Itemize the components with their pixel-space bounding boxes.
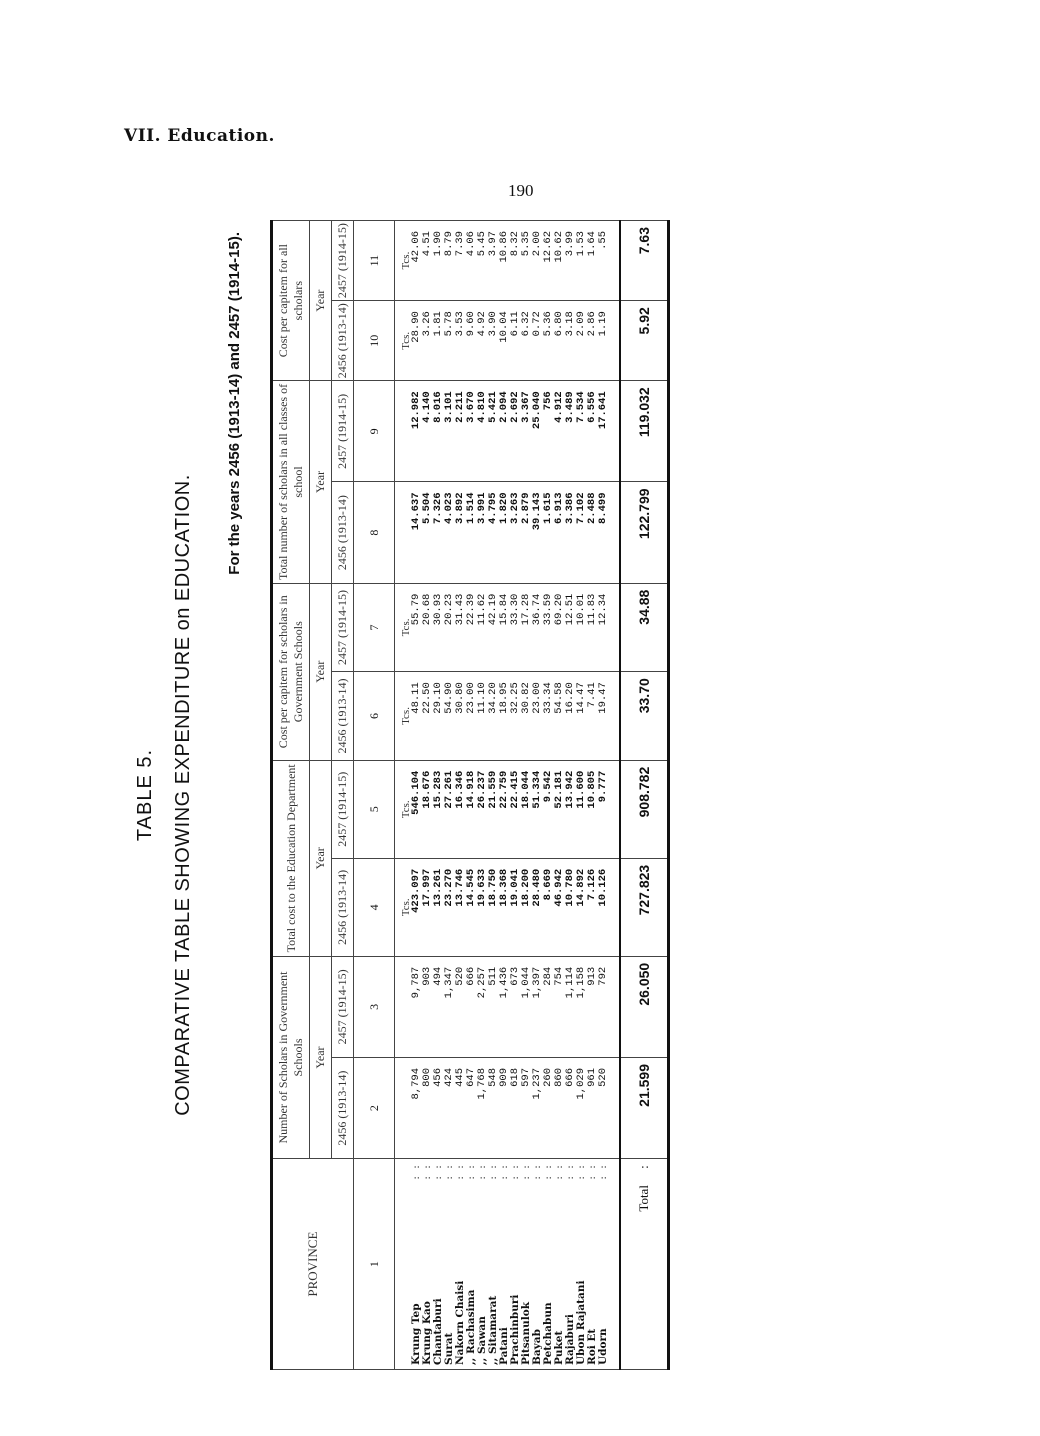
cell-value: 14.918 <box>465 770 477 809</box>
cell-value: 54.58 <box>553 682 565 714</box>
leader-dots: : : <box>509 1163 521 1180</box>
total-value: 26.050 <box>620 956 669 1057</box>
total-value: 33.70 <box>620 672 669 761</box>
cell-value: 754 <box>553 966 565 986</box>
cell-value: 13.942 <box>564 770 576 809</box>
province-label: Udorn <box>597 1328 609 1365</box>
cell-value: 1.514 <box>465 492 477 524</box>
cell-value: 42.19 <box>487 593 499 626</box>
cell-value: 8.499 <box>597 492 609 524</box>
province-label: Petchabun <box>542 1302 554 1365</box>
total-value: 5.92 <box>620 301 669 381</box>
cell-value: 1,397 <box>531 966 543 999</box>
cell-value: 909 <box>498 1068 510 1087</box>
cell-value: 27.261 <box>443 770 455 809</box>
province-label: Ubon Rajatani <box>575 1280 587 1365</box>
group-header-scholars-all: Total number of scholars in all classes of school <box>272 381 310 583</box>
province-name <box>598 1163 609 1365</box>
cell-value: 19.041 <box>509 868 521 907</box>
cell-value: 546.104 <box>410 770 422 815</box>
year-label: Year <box>310 956 332 1158</box>
cell-value: 6.913 <box>553 492 565 524</box>
cell-value: 3.991 <box>476 492 488 524</box>
cell-value: 4.51 <box>421 231 433 257</box>
cell-value: 10.01 <box>575 593 587 626</box>
cell-value: 1,237 <box>531 1068 543 1100</box>
cell-value: 33.30 <box>509 593 521 626</box>
cell-value: 7.534 <box>575 391 587 423</box>
cell-value: 424 <box>443 1068 455 1087</box>
cell-value: 10.62 <box>553 231 565 263</box>
leader-dots: : : <box>498 1163 510 1180</box>
cell-value: 48.11 <box>410 682 422 714</box>
cell-value: 28.90 <box>410 311 422 343</box>
leader-dots: : : <box>410 1163 422 1180</box>
leader-dots: : : <box>465 1163 477 1180</box>
column-number: 8 <box>354 482 395 583</box>
cell-value: 3.263 <box>509 492 521 524</box>
cell-value: 51.334 <box>531 770 543 809</box>
cell-value: 28.480 <box>531 868 543 907</box>
cell-value: 1,114 <box>564 966 576 999</box>
cell-value: 1,768 <box>476 1068 488 1100</box>
cell-value: 39.143 <box>531 492 543 531</box>
cell-value: 30.80 <box>454 682 466 714</box>
cell-value: 13.746 <box>454 868 466 907</box>
cell-value: 1.90 <box>432 231 444 257</box>
cell-value: 5.421 <box>487 391 499 423</box>
leader-dots: : : <box>487 1163 499 1180</box>
year-label: Year <box>310 381 332 583</box>
cell-value: 11.62 <box>476 593 488 626</box>
column-number: 9 <box>354 381 395 482</box>
province-header: PROVINCE <box>272 1159 354 1370</box>
cell-value: 4.92 <box>476 311 488 337</box>
cell-value: 14.892 <box>575 868 587 907</box>
column-scholars-gov-2457 <box>395 956 621 1057</box>
leader-dots: : : <box>542 1163 554 1180</box>
cell-value: 52.181 <box>553 770 565 809</box>
cell-value: 1.53 <box>575 231 587 257</box>
cell-value: 15.84 <box>498 593 510 626</box>
province-label: Krung Kao <box>421 1301 433 1365</box>
column-scholars-gov-2456 <box>395 1058 621 1159</box>
column-number: 4 <box>354 858 395 956</box>
cell-value: 5.504 <box>421 492 433 524</box>
province-label: Rajaburi <box>564 1314 576 1365</box>
leader-dots: : : <box>564 1163 576 1180</box>
cell-value: 3.670 <box>465 391 477 423</box>
cell-value: 647 <box>465 1068 477 1087</box>
column-number: 3 <box>354 956 395 1057</box>
column-cost-capitem-all-2456 <box>395 301 621 381</box>
cell-value: 2.86 <box>586 311 598 337</box>
cell-value: 10.126 <box>597 868 609 907</box>
cell-value: 36.74 <box>531 593 543 626</box>
units-label: Tcs. <box>400 800 412 819</box>
group-header-cost-capitem-all: Cost per capitem for all scholars <box>272 221 310 381</box>
leader-dots: : : <box>553 1163 565 1180</box>
cell-value: 3.26 <box>421 311 433 337</box>
page-number: 190 <box>508 181 534 200</box>
rotated-table-block <box>120 220 880 1370</box>
cell-value: 9,787 <box>410 966 422 999</box>
cell-value: 46.942 <box>553 868 565 907</box>
cell-value: 961 <box>586 1068 598 1087</box>
group-header-cost-capitem-gov: Cost per capitem for scholars in Government Schools <box>272 583 310 760</box>
cell-value: 792 <box>597 966 609 986</box>
cell-value: 22.39 <box>465 593 477 626</box>
cell-value: 13.261 <box>432 868 444 907</box>
cell-value: 4.023 <box>443 492 455 524</box>
cell-value: 2.692 <box>509 391 521 423</box>
cell-value: 18.200 <box>520 868 532 907</box>
leader-dots: : : <box>476 1163 488 1180</box>
cell-value: 6.80 <box>553 311 565 337</box>
cell-value: 26.237 <box>476 770 488 809</box>
cell-value: 494 <box>432 966 444 986</box>
leader-dots: : : <box>443 1163 455 1180</box>
cell-value: 6.32 <box>520 311 532 337</box>
cell-value: 3.892 <box>454 492 466 524</box>
cell-value: 33.34 <box>542 682 554 714</box>
column-number: 11 <box>354 221 395 301</box>
cell-value: 17.28 <box>520 593 532 626</box>
cell-value: 1.81 <box>432 311 444 337</box>
cell-value: 756 <box>542 391 554 411</box>
cell-value: 18.750 <box>487 868 499 907</box>
column-cost-capitem-all-2457 <box>395 221 621 301</box>
cell-value: 4.140 <box>421 391 433 423</box>
cell-value: 32.25 <box>509 682 521 714</box>
province-column <box>395 1159 621 1370</box>
cell-value: 11.600 <box>575 770 587 809</box>
cell-value: 1.820 <box>498 492 510 524</box>
total-row <box>620 221 669 1370</box>
year-header-2456: 2456 (1913-14) <box>332 672 354 761</box>
cell-value: 0.72 <box>531 311 543 337</box>
cell-value: 10.86 <box>498 231 510 263</box>
cell-value: 445 <box>454 1068 466 1087</box>
cell-value: 20.23 <box>443 593 455 626</box>
units-label: Tcs. <box>400 331 412 350</box>
year-header-2457: 2457 (1914-15) <box>332 760 354 858</box>
year-header-2456: 2456 (1913-14) <box>332 301 354 381</box>
cell-value: 5.36 <box>542 311 554 337</box>
cell-value: 3.489 <box>564 391 576 423</box>
cell-value: 673 <box>509 966 521 986</box>
cell-value: 7.126 <box>586 868 598 901</box>
table-title: COMPARATIVE TABLE SHOWING EXPENDITURE on EDUCATION. <box>172 474 194 1116</box>
leader-dots: : : <box>520 1163 532 1180</box>
cell-value: 7.326 <box>432 492 444 524</box>
cell-value: 548 <box>487 1068 499 1087</box>
total-value: 34.88 <box>620 583 669 672</box>
units-label: Tcs. <box>400 251 412 270</box>
cell-value: 19.47 <box>597 682 609 714</box>
cell-value: 18.044 <box>520 770 532 809</box>
total-value: 122.799 <box>620 482 669 583</box>
cell-value: 30.82 <box>520 682 532 714</box>
cell-value: 20.68 <box>421 593 433 626</box>
province-label: Krung Tep <box>410 1303 422 1365</box>
cell-value: 3.386 <box>564 492 576 524</box>
cell-value: 1.615 <box>542 492 554 524</box>
cell-value: 12.34 <box>597 593 609 626</box>
cell-value: 69.20 <box>553 593 565 626</box>
leader-dots: : : <box>531 1163 543 1180</box>
cell-value: 34.20 <box>487 682 499 714</box>
province-label: Pitsanulok <box>520 1302 532 1365</box>
table-number: TABLE 5. <box>134 748 156 842</box>
cell-value: 22.415 <box>509 770 521 809</box>
province-label: ,, Rachasima <box>465 1289 477 1365</box>
cell-value: 16.20 <box>564 682 576 714</box>
cell-value: 8.79 <box>443 231 455 257</box>
units-label: Tcs. <box>400 898 412 917</box>
cell-value: 22.50 <box>421 682 433 714</box>
total-value: 908.782 <box>620 760 669 858</box>
cell-value: 18.676 <box>421 770 433 809</box>
cell-value: 8.669 <box>542 868 554 901</box>
cell-value: 2.879 <box>520 492 532 524</box>
cell-value: 19.633 <box>476 868 488 907</box>
cell-value: 3.53 <box>454 311 466 337</box>
cell-value: 4.912 <box>553 391 565 423</box>
cell-value: 10.04 <box>498 311 510 343</box>
cell-value: 18.368 <box>498 868 510 907</box>
cell-value: 1,347 <box>443 966 455 999</box>
leader-dots: : : <box>421 1163 433 1180</box>
cell-value: 6.556 <box>586 391 598 423</box>
cell-value: 33.59 <box>542 593 554 626</box>
column-number: 2 <box>354 1058 395 1159</box>
cell-value: 3.367 <box>520 391 532 423</box>
cell-value: 2.00 <box>531 231 543 257</box>
cell-value: 8,794 <box>410 1068 422 1100</box>
leader-dots: : : <box>454 1163 466 1180</box>
cell-value: 666 <box>465 966 477 986</box>
cell-value: 1,436 <box>498 966 510 999</box>
cell-value: 9.542 <box>542 770 554 803</box>
cell-value: 9.60 <box>465 311 477 337</box>
cell-value: 903 <box>421 966 433 986</box>
cell-value: 860 <box>553 1068 565 1087</box>
province-label: Puket <box>553 1330 565 1365</box>
cell-value: 618 <box>509 1068 521 1087</box>
cell-value: 15.283 <box>432 770 444 809</box>
cell-value: 284 <box>542 966 554 986</box>
cell-value: 4.795 <box>487 492 499 524</box>
cell-value: 800 <box>421 1068 433 1087</box>
group-header-cost-dept: Total cost to the Education Department <box>272 760 310 956</box>
column-number: 7 <box>354 583 395 672</box>
cell-value: 11.10 <box>476 682 488 714</box>
year-label: Year <box>310 221 332 381</box>
province-label: ,, Sawan <box>476 1316 488 1365</box>
total-value: 119.032 <box>620 381 669 482</box>
column-scholars-all-2457 <box>395 381 621 482</box>
cell-value: 4.06 <box>465 231 477 257</box>
total-value: 727.823 <box>620 858 669 956</box>
year-header-2457: 2457 (1914-15) <box>332 381 354 482</box>
cell-value: 1.64 <box>586 231 598 257</box>
leader-dots: : : <box>586 1163 598 1180</box>
year-header-2456: 2456 (1913-14) <box>332 858 354 956</box>
province-label: Roi Et <box>586 1328 598 1365</box>
cell-value: 520 <box>454 966 466 986</box>
cell-value: 7.102 <box>575 492 587 524</box>
column-cost-capitem-gov-2456 <box>395 672 621 761</box>
year-header-2456: 2456 (1913-14) <box>332 1058 354 1159</box>
cell-value: 456 <box>432 1068 444 1087</box>
cell-value: 21.559 <box>487 770 499 809</box>
province-label: Patani <box>498 1327 510 1365</box>
cell-value: 14.545 <box>465 868 477 907</box>
cell-value: 3.97 <box>487 231 499 257</box>
cell-value: 11.83 <box>586 593 598 626</box>
cell-value: 8.016 <box>432 391 444 423</box>
cell-value: 2.488 <box>586 492 598 524</box>
cell-value: 3.90 <box>487 311 499 337</box>
total-label-cell <box>620 1159 669 1370</box>
cell-value: 29.10 <box>432 682 444 714</box>
year-label: Year <box>310 760 332 956</box>
cell-value: 1,029 <box>575 1068 587 1100</box>
cell-value: 5.35 <box>520 231 532 257</box>
cell-value: 42.06 <box>410 231 422 263</box>
year-header-2457: 2457 (1914-15) <box>332 221 354 301</box>
cell-value: 17.641 <box>597 391 609 430</box>
group-header-scholars-gov: Number of Scholars in Government Schools <box>272 956 310 1158</box>
year-header-2457: 2457 (1914-15) <box>332 956 354 1057</box>
total-value: 21.599 <box>620 1058 669 1159</box>
total-label: Total <box>636 1185 651 1212</box>
cell-value: 54.90 <box>443 682 455 714</box>
cell-value: .55 <box>597 231 609 250</box>
cell-value: 4.810 <box>476 391 488 423</box>
cell-value: 55.79 <box>410 593 422 626</box>
cell-value: 2.094 <box>498 391 510 423</box>
cell-value: 2.211 <box>454 391 466 423</box>
cell-value: 511 <box>487 966 499 986</box>
column-cost-dept-2457 <box>395 760 621 858</box>
year-header-2456: 2456 (1913-14) <box>332 482 354 583</box>
province-label: Bayab <box>531 1329 543 1365</box>
province-label: Prachinburi <box>509 1294 521 1365</box>
year-label: Year <box>310 583 332 760</box>
cell-value: 3.99 <box>564 231 576 257</box>
expenditure-table <box>270 220 670 1370</box>
data-row <box>395 221 621 1370</box>
cell-value: 14.47 <box>575 682 587 714</box>
cell-value: 6.11 <box>509 311 521 337</box>
cell-value: 5.45 <box>476 231 488 257</box>
cell-value: 423.097 <box>410 868 422 913</box>
cell-value: 260 <box>542 1068 554 1087</box>
cell-value: 23.00 <box>531 682 543 714</box>
cell-value: 8.32 <box>509 231 521 257</box>
cell-value: 5.78 <box>443 311 455 337</box>
column-number: 6 <box>354 672 395 761</box>
cell-value: 520 <box>597 1068 609 1087</box>
cell-value: 3.101 <box>443 391 455 423</box>
cell-value: 14.637 <box>410 492 422 531</box>
total-dots: : <box>636 1165 651 1169</box>
cell-value: 1,044 <box>520 966 532 999</box>
province-label: ,, Sitamarat <box>487 1295 499 1365</box>
cell-value: 25.040 <box>531 391 543 430</box>
total-value: 7.63 <box>620 221 669 301</box>
cell-value: 913 <box>586 966 598 986</box>
cell-value: 2,257 <box>476 966 488 999</box>
leader-dots: : : <box>575 1163 587 1180</box>
cell-value: 23.270 <box>443 868 455 907</box>
cell-value: 12.62 <box>542 231 554 263</box>
province-label: Surat <box>443 1332 455 1365</box>
units-label: Tcs. <box>400 707 412 725</box>
column-cost-capitem-gov-2457 <box>395 583 621 672</box>
cell-value: 17.997 <box>421 868 433 907</box>
cell-value: 3.18 <box>564 311 576 337</box>
column-number: 1 <box>354 1159 395 1370</box>
column-number: 5 <box>354 760 395 858</box>
cell-value: 31.43 <box>454 593 466 626</box>
cell-value: 10.780 <box>564 868 576 907</box>
cell-value: 597 <box>520 1068 532 1087</box>
column-number: 10 <box>354 301 395 381</box>
cell-value: 12.51 <box>564 593 576 626</box>
cell-value: 666 <box>564 1068 576 1087</box>
cell-value: 12.982 <box>410 391 422 430</box>
leader-dots: : : <box>597 1163 609 1180</box>
cell-value: 7.39 <box>454 231 466 257</box>
column-scholars-all-2456 <box>395 482 621 583</box>
cell-value: 9.777 <box>597 770 609 803</box>
section-header: VII. Education. <box>124 126 275 146</box>
province-label: Nakorn Chaisi <box>454 1280 466 1365</box>
leader-dots: : : <box>432 1163 444 1180</box>
cell-value: 10.805 <box>586 770 598 809</box>
year-header-2457: 2457 (1914-15) <box>332 583 354 672</box>
cell-value: 16.346 <box>454 770 466 809</box>
cell-value: 23.00 <box>465 682 477 714</box>
cell-value: 30.93 <box>432 593 444 626</box>
cell-value: 7.41 <box>586 682 598 708</box>
table-period: For the years 2456 (1913-14) and 2457 (1914-15). <box>226 232 243 575</box>
units-label: Tcs. <box>400 618 412 637</box>
cell-value: 1.19 <box>597 311 609 337</box>
province-label: Chantaburi <box>432 1298 444 1365</box>
cell-value: 2.09 <box>575 311 587 337</box>
column-cost-dept-2456 <box>395 858 621 956</box>
cell-value: 1,158 <box>575 966 587 999</box>
cell-value: 22.759 <box>498 770 510 809</box>
cell-value: 18.95 <box>498 682 510 714</box>
